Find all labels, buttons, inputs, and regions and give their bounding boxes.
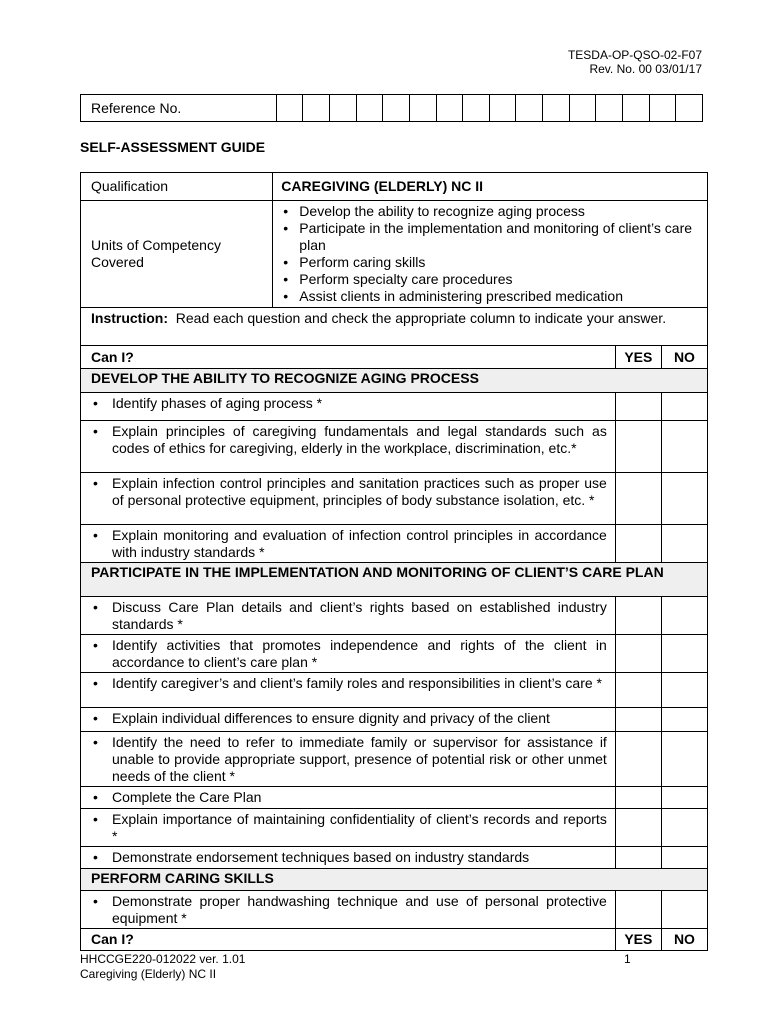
yes-checkbox-cell[interactable]: [615, 673, 661, 708]
bullet-icon: •: [93, 423, 98, 439]
bullet-icon: •: [93, 789, 98, 805]
reference-digit-box[interactable]: [596, 95, 623, 122]
section-header: PARTICIPATE IN THE IMPLEMENTATION AND MONITORING OF CLIENT’S CARE PLAN: [81, 563, 708, 597]
page-title: SELF-ASSESSMENT GUIDE: [80, 139, 266, 155]
no-checkbox-cell[interactable]: [661, 473, 707, 525]
bullet-icon: •: [93, 527, 98, 543]
question-text: Identify phases of aging process *: [112, 395, 323, 411]
question-row: [81, 473, 708, 525]
no-checkbox-cell[interactable]: [661, 525, 707, 563]
bullet-icon: •: [93, 893, 98, 909]
question-text: Explain importance of maintaining confidentiality of client’s records and reports *: [112, 811, 607, 844]
question-cell: [81, 525, 616, 563]
question-cell: [81, 421, 616, 473]
question-row: [81, 891, 708, 929]
bullet-icon: •: [93, 734, 98, 750]
bullet-icon: •: [93, 599, 98, 615]
can-i-header: Can I?: [81, 346, 616, 369]
no-checkbox-cell[interactable]: [661, 393, 707, 421]
yes-checkbox-cell[interactable]: [615, 732, 661, 787]
question-text: Explain infection control principles and sanitation practices such as proper use of personal protective equipment, principles of body substance isolation, etc. *: [112, 475, 607, 508]
bullet-icon: •: [93, 475, 98, 491]
question-row: [81, 597, 708, 635]
revision-number: Rev. No. 00 03/01/17: [589, 62, 702, 76]
question-text: Explain monitoring and evaluation of infection control principles in accordance with industry standards *: [112, 527, 607, 560]
unit-item: • Perform specialty care procedures: [299, 271, 707, 288]
question-text: Explain principles of caregiving fundamentals and legal standards such as codes of ethics for caregiving, elderly in the workplace, discrimination, etc.*: [112, 423, 607, 456]
bullet-icon: •: [93, 637, 98, 653]
question-cell: [81, 673, 616, 708]
footer-code: HHCCGE220-012022 ver. 1.01: [80, 952, 246, 966]
no-checkbox-cell[interactable]: [661, 421, 707, 473]
section-header: DEVELOP THE ABILITY TO RECOGNIZE AGING PROCESS: [81, 369, 708, 393]
no-checkbox-cell[interactable]: [661, 847, 707, 869]
document-header: [568, 48, 702, 76]
question-cell: [81, 473, 616, 525]
question-cell: [81, 708, 616, 732]
bullet-icon: •: [93, 710, 98, 726]
no-header-repeat: NO: [661, 929, 707, 951]
instruction-row: [81, 308, 708, 346]
yes-checkbox-cell[interactable]: [615, 708, 661, 732]
question-row: [81, 708, 708, 732]
question-text: Identify the need to refer to immediate family or supervisor for assistance if unable to provide appropriate support, presence of potential risk or other unmet needs of the client *: [112, 734, 607, 784]
question-row: [81, 393, 708, 421]
units-label: Units of Competency Covered: [81, 201, 273, 308]
reference-digit-box[interactable]: [303, 95, 330, 122]
no-checkbox-cell[interactable]: [661, 597, 707, 635]
yes-checkbox-cell[interactable]: [615, 393, 661, 421]
no-header: NO: [661, 346, 707, 369]
question-text: Demonstrate proper handwashing technique and use of personal protective equipment *: [112, 893, 607, 926]
footer: [80, 952, 245, 982]
question-cell: [81, 597, 616, 635]
qualification-label: Qualification: [81, 173, 273, 201]
yes-checkbox-cell[interactable]: [615, 891, 661, 929]
question-row: [81, 732, 708, 787]
can-i-header-repeat: Can I?: [81, 929, 616, 951]
question-row: [81, 421, 708, 473]
yes-checkbox-cell[interactable]: [615, 597, 661, 635]
reference-digit-box[interactable]: [543, 95, 570, 122]
reference-digit-box[interactable]: [276, 95, 303, 122]
page-number: 1: [624, 952, 631, 966]
reference-digit-box[interactable]: [649, 95, 676, 122]
question-text: Demonstrate endorsement techniques based on industry standards: [112, 849, 530, 865]
yes-checkbox-cell[interactable]: [615, 635, 661, 673]
reference-number-table: [80, 94, 703, 122]
yes-checkbox-cell[interactable]: [615, 473, 661, 525]
no-checkbox-cell[interactable]: [661, 635, 707, 673]
question-cell: [81, 393, 616, 421]
unit-item: • Develop the ability to recognize aging process: [299, 203, 707, 220]
question-text: Identify caregiver’s and client’s family roles and responsibilities in client’s care *: [112, 675, 602, 691]
question-cell: [81, 635, 616, 673]
question-row: [81, 635, 708, 673]
bullet-icon: •: [93, 395, 98, 411]
reference-digit-box[interactable]: [356, 95, 383, 122]
question-cell: [81, 847, 616, 869]
reference-digit-box[interactable]: [383, 95, 410, 122]
qualification-value: CAREGIVING (ELDERLY) NC II: [273, 173, 708, 201]
question-text: Identify activities that promotes independence and rights of the client in accordance to client’s care plan *: [112, 637, 607, 670]
instruction-text: Read each question and check the appropriate column to indicate your answer.: [175, 310, 667, 326]
units-list: [273, 201, 707, 307]
yes-header-repeat: YES: [615, 929, 661, 951]
footer-qualification: Caregiving (Elderly) NC II: [80, 967, 217, 981]
yes-checkbox-cell[interactable]: [615, 809, 661, 847]
unit-item: • Assist clients in administering prescribed medication: [299, 288, 707, 305]
yes-checkbox-cell[interactable]: [615, 847, 661, 869]
assessment-table: [80, 172, 708, 951]
question-text: Complete the Care Plan: [112, 789, 262, 805]
units-cell: [273, 201, 708, 308]
unit-item: • Participate in the implementation and monitoring of client’s care plan: [299, 220, 707, 254]
reference-digit-box[interactable]: [330, 95, 357, 122]
no-checkbox-cell[interactable]: [661, 708, 707, 732]
question-cell: [81, 732, 616, 787]
yes-checkbox-cell[interactable]: [615, 787, 661, 809]
question-cell: [81, 787, 616, 809]
question-cell: [81, 809, 616, 847]
no-checkbox-cell[interactable]: [661, 809, 707, 847]
unit-item: • Perform caring skills: [299, 254, 707, 271]
question-row: [81, 673, 708, 708]
no-checkbox-cell[interactable]: [661, 673, 707, 708]
reference-digit-box[interactable]: [623, 95, 650, 122]
reference-digit-box[interactable]: [489, 95, 516, 122]
instruction-label: Instruction:: [91, 310, 168, 326]
no-checkbox-cell[interactable]: [661, 787, 707, 809]
section-header: PERFORM CARING SKILLS: [81, 869, 708, 891]
no-checkbox-cell[interactable]: [661, 891, 707, 929]
reference-digit-box[interactable]: [569, 95, 596, 122]
yes-checkbox-cell[interactable]: [615, 421, 661, 473]
question-cell: [81, 891, 616, 929]
reference-label: Reference No.: [81, 95, 277, 122]
yes-checkbox-cell[interactable]: [615, 525, 661, 563]
question-text: Discuss Care Plan details and client’s rights based on established industry standards *: [112, 599, 607, 632]
reference-digit-box[interactable]: [409, 95, 436, 122]
question-row: [81, 847, 708, 869]
reference-digit-box[interactable]: [516, 95, 543, 122]
bullet-icon: •: [93, 849, 98, 865]
question-row: [81, 525, 708, 563]
question-row: [81, 787, 708, 809]
yes-header: YES: [615, 346, 661, 369]
question-text: Explain individual differences to ensure dignity and privacy of the client: [112, 710, 550, 726]
question-row: [81, 809, 708, 847]
bullet-icon: •: [93, 811, 98, 827]
no-checkbox-cell[interactable]: [661, 732, 707, 787]
doc-code: TESDA-OP-QSO-02-F07: [567, 48, 702, 62]
reference-digit-box[interactable]: [463, 95, 490, 122]
bullet-icon: •: [93, 675, 98, 691]
reference-digit-box[interactable]: [436, 95, 463, 122]
reference-digit-box[interactable]: [676, 95, 703, 122]
